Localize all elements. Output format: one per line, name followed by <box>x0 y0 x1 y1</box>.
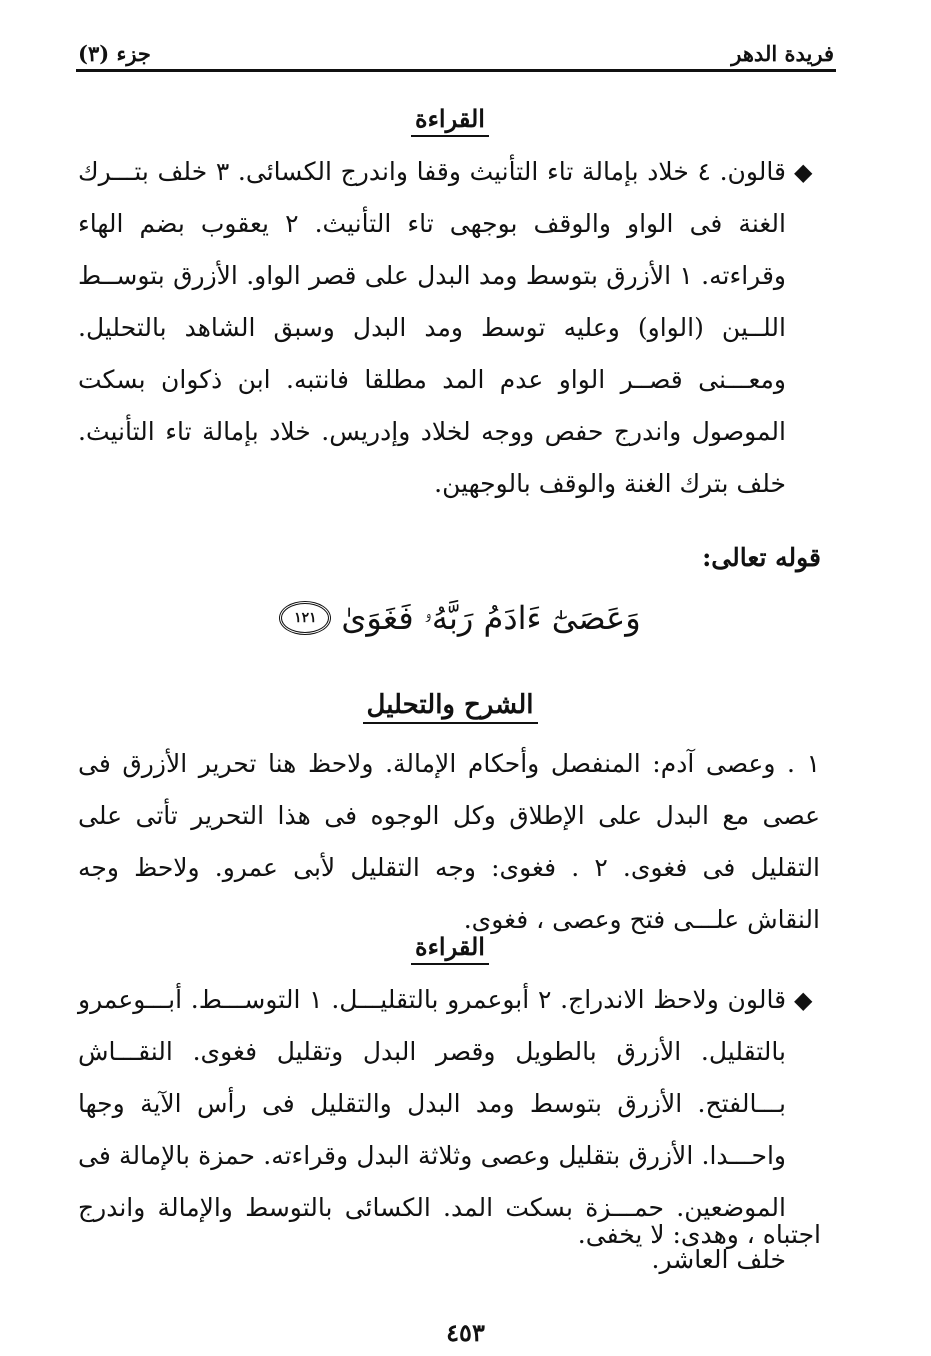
ayah-number-marker: ١٢١ <box>279 601 331 635</box>
running-header <box>78 30 834 66</box>
book-title: فريدة الدهر <box>731 41 834 66</box>
explanation-paragraph: ١ . وعصى آدم: المنفصل وأحكام الإمالة. ولاحظ هنا تحرير الأزرق فى عصى مع البدل على الإطلاق وكل الوجوه فى هذا التحرير تأتى على التقليل فى فغوى. ٢ . فغوى: وجه التقليل لأبى عمرو. ولاحظ وجه النقاش علـــى فتح وعصى ، فغوى. <box>78 749 821 934</box>
verse-intro: قوله تعالى: <box>702 543 821 572</box>
reading-paragraph-1: قالون. ٤ خلاد بإمالة تاء التأنيث وقفا واندرج الكسائى. ٣ خلف بتـــرك الغنة فى الواو والوقف بوجهى تاء التأنيث. ٢ يعقوب بضم الهاء وقراءته. ١ الأزرق بتوسط ومد البدل على قصر الواو. الأزرق بتوســط اللــين (الواو) وعليه توسط ومد البدل وسبق الشاهد بالتحليل. ومعـــنى قصــر الواو عدم المد مطلقا فانتبه. ابن ذكوان بسكت الموصول واندرج حفص ووجه لخلاد وإدريس. خلاد بإمالة تاء التأنيث. خلف بترك الغنة والوقف بالوجهين. <box>78 157 787 498</box>
page-number: ٤٥٣ <box>446 1318 485 1347</box>
section-heading-reading-2: القراءة <box>380 932 520 965</box>
part-label: جزء (٣) <box>78 41 151 66</box>
section-heading-reading-1: القراءة <box>380 104 520 137</box>
verse-text: وَعَصَىٰٓ ءَادَمُ رَبَّهُۥ فَغَوَىٰ <box>341 598 641 637</box>
quran-verse <box>260 588 660 648</box>
section-heading-explanation: الشرح والتحليل <box>340 690 560 724</box>
header-rule <box>76 69 836 72</box>
bullet-icon: ◆ <box>794 158 813 186</box>
bullet-icon: ◆ <box>794 986 813 1014</box>
closing-line: اجتباه ، وهدى: لا يخفى. <box>577 1220 821 1249</box>
reading-paragraph-2: قالون ولاحظ الاندراج. ٢ أبوعمرو بالتقليـــل. ١ التوســـط. أبـــوعمرو بالتقليل. الأزرق بالطويل وقصر البدل وتقليل فغوى. النقـــاش بـــالفتح. الأزرق بتوسط ومد البدل والتقليل فى رأس الآية وجها واحـــدا. الأزرق بتقليل وعصى وثلاثة البدل وقراءته. حمزة بالإمالة فى الموضعين. حمـــزة بسكت المد. الكسائى بالتوسط والإمالة واندرج خلف العاشر. <box>78 985 787 1274</box>
